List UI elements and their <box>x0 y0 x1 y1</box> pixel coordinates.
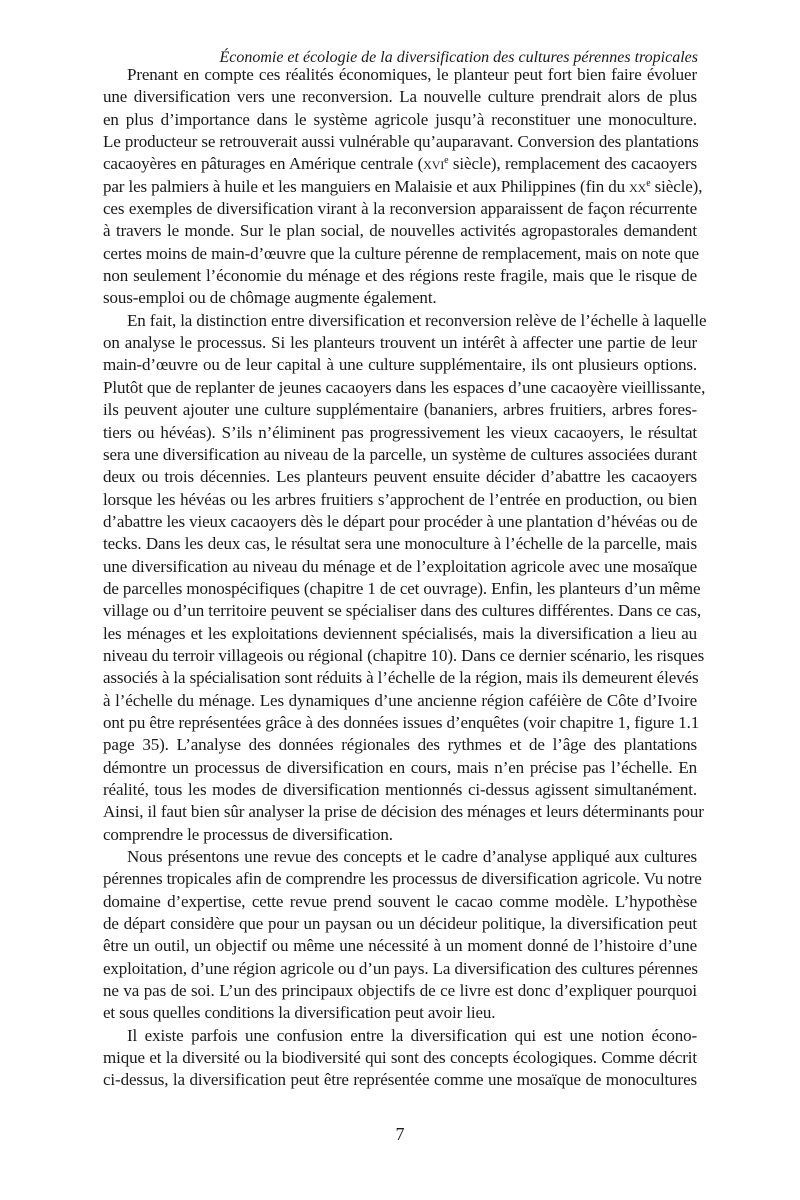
text-line: domaine d’expertise, cette revue prend souvent le cacao comme modèle. L’hypothèse <box>103 891 697 911</box>
text-line: village ou d’un territoire peuvent se spécialiser dans des cultures différentes. Dans ce cas, <box>103 601 701 621</box>
text-line: pérennes tropicales afin de comprendre les processus de diversification agricole. Vu notre <box>103 869 702 889</box>
text-line: ont pu être représentées grâce à des données issues d’enquêtes (voir chapitre 1, figure 1.1 <box>103 712 700 732</box>
text-line <box>103 153 697 175</box>
text-line: En fait, la distinction entre diversification et reconversion relève de l’échelle à laquelle <box>127 310 707 330</box>
text-line: main-d’œuvre ou de leur capital à une culture supplémentaire, ils ont plusieurs options. <box>103 355 697 375</box>
text-segment: siècle), remplacement des cacaoyers <box>448 154 697 174</box>
text-line: Le producteur se retrouverait aussi vulnérable qu’auparavant. Conversion des plantations <box>103 132 699 152</box>
running-head: Économie et écologie de la diversification des cultures pérennes tropicales <box>219 49 698 66</box>
superscript: e <box>444 155 449 167</box>
text-line: lorsque les hévéas ou les arbres fruitiers s’approchent de l’entrée en production, ou bien <box>103 489 697 509</box>
text-line: démontre un processus de diversification en cours, mais n’en précise pas l’échelle. En <box>103 757 697 777</box>
text-line: Il existe parfois une confusion entre la diversification qui est une notion écono- <box>127 1025 697 1045</box>
text-line: Ainsi, il faut bien sûr analyser la prise de décision des ménages et leurs déterminants pour <box>103 802 704 822</box>
text-segment: xx <box>629 176 647 196</box>
text-line: tiers ou hévéas). S’ils n’éliminent pas progressivement les vieux cacaoyers, le résultat <box>103 422 697 442</box>
text-line: de départ considère que pour un paysan ou un décideur politique, la diversification peut <box>103 914 697 934</box>
text-line <box>103 176 703 198</box>
paragraph <box>103 846 702 1025</box>
text-line: réalité, tous les modes de diversification mentionnés ci-dessus agissent simultanément. <box>103 780 697 799</box>
text-line: Prenant en compte ces réalités économiques, le planteur peut fort bien faire évoluer <box>127 65 697 84</box>
text-line: tecks. Dans les deux cas, le résultat sera une monoculture à l’échelle de la parcelle, mais <box>103 534 697 554</box>
text-line: Nous présentons une revue des concepts et le cadre d’analyse appliqué aux cultures <box>127 847 697 867</box>
text-line: on analyse le processus. Si les planteurs trouvent un intérêt à affecter une partie de leur <box>103 333 697 353</box>
text-line: Plutôt que de replanter de jeunes cacaoyers dans les espaces d’une cacaoyère vieillissante, <box>103 377 706 397</box>
text-line: ces exemples de diversification virant à la reconversion apparaissent de façon récurrente <box>103 199 697 219</box>
text-line: niveau du terroir villageois ou régional (chapitre 10). Dans ce dernier scénario, les risques <box>103 645 705 665</box>
text-line: comprendre le processus de diversification. <box>103 824 393 844</box>
text-segment: xvi <box>423 154 445 174</box>
paragraph <box>103 64 703 310</box>
text-line: mique et la diversité ou la biodiversité qui sont des concepts écologiques. Comme décrit <box>103 1048 697 1068</box>
text-line: sera une diversification au niveau de la parcelle, un système de cultures associées durant <box>103 444 697 464</box>
text-line: à travers le monde. Sur le plan social, de nouvelles activités agropastorales demandent <box>103 221 697 241</box>
text-line: non seulement l’économie du ménage et des régions reste fragile, mais que le risque de <box>103 266 697 286</box>
text-line: en plus d’importance dans le système agricole jusqu’à reconstituer une monoculture. <box>103 109 697 129</box>
text-line: certes moins de main-d’œuvre que la culture pérenne de remplacement, mais on note que <box>103 243 699 263</box>
text-line: sous-emploi ou de chômage augmente également. <box>103 288 437 308</box>
text-line: être un outil, un objectif ou même une nécessité à un moment donné de l’histoire d’une <box>103 936 697 956</box>
text-line: deux ou trois décennies. Les planteurs peuvent ensuite décider d’abattre les cacaoyers <box>103 467 697 487</box>
paragraph <box>103 1025 697 1092</box>
text-line: une diversification vers une reconversion. La nouvelle culture prendrait alors de plus <box>103 87 697 107</box>
paragraph <box>103 310 707 846</box>
text-line: ne va pas de soi. L’un des principaux objectifs de ce livre est donc d’expliquer pourquoi <box>103 981 697 1001</box>
text-line: à l’échelle du ménage. Les dynamiques d’une ancienne région caféière de Côte d’Ivoire <box>103 690 697 710</box>
body-text <box>103 64 707 1092</box>
text-line: une diversification au niveau du ménage et de l’exploitation agricole avec une mosaïque <box>103 556 697 576</box>
text-line: et sous quelles conditions la diversification peut avoir lieu. <box>103 1003 496 1023</box>
text-line: associés à la spécialisation sont réduits à l’échelle de la région, mais ils demeurent élevés <box>103 668 699 688</box>
text-segment: siècle), <box>650 176 703 196</box>
text-line: page 35). L’analyse des données régionales des rythmes et de l’âge des plantations <box>103 735 697 755</box>
text-line: de parcelles monospécifiques (chapitre 1 de cet ouvrage). Enfin, les planteurs d’un même <box>103 578 701 598</box>
text-line: ils peuvent ajouter une culture supplémentaire (bananiers, arbres fruitiers, arbres fores- <box>103 400 697 420</box>
superscript: e <box>646 177 651 189</box>
text-line: d’abattre les vieux cacaoyers dès le départ pour procéder à une plantation d’hévéas ou de <box>103 511 698 531</box>
text-line: ci-dessus, la diversification peut être représentée comme une mosaïque de monocultures <box>103 1070 697 1090</box>
text-segment: cacaoyères en pâturages en Amérique centrale ( <box>103 154 424 174</box>
text-line: exploitation, d’une région agricole ou d’un pays. La diversification des cultures pérennes <box>103 958 698 978</box>
text-segment: par les palmiers à huile et les manguiers en Malaisie et aux Philippines (fin du <box>103 176 630 196</box>
text-line: les ménages et les exploitations deviennent spécialisés, mais la diversification a lieu au <box>103 623 697 643</box>
page-number: 7 <box>395 1124 405 1144</box>
